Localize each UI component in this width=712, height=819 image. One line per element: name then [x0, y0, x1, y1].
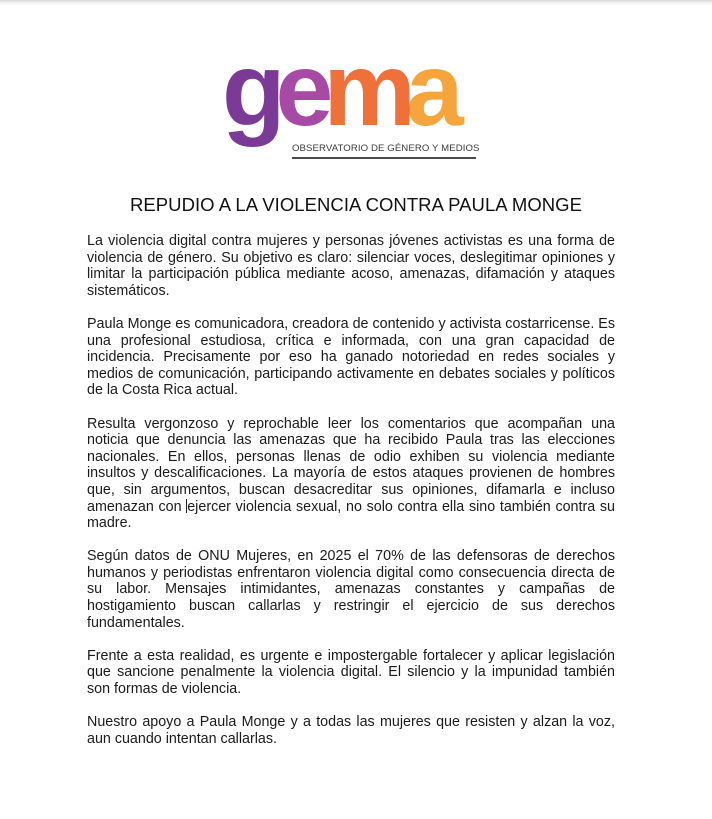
logo-wordmark: [222, 32, 454, 148]
document-body[interactable]: [87, 233, 615, 764]
logo-letter-a: a: [405, 32, 454, 148]
paragraph-support: Nuestro apoyo a Paula Monge y a todas las mujeres que resisten y alzan la voz, aun cuando intentan callarlas.: [87, 714, 615, 747]
logo-underline: [292, 157, 476, 159]
paragraph-paula-monge: Paula Monge es comunicadora, creadora de contenido y activista costarricense. Es una profesional estudiosa, crítica e informada, con una gran capacidad de incidencia. Precisamente por eso ha ganado notoriedad en redes sociales y medios de comunicación, participando activamente en debates sociales y políticos de la Costa Rica actual.: [87, 315, 615, 399]
paragraph-onu-mujeres: Según datos de ONU Mujeres, en 2025 el 70% de las defensoras de derechos humanos y periodistas enfrentaron violencia digital como consecuencia directa de su labor. Mensajes intimidantes, amenazas constantes y campañas de hostigamiento buscan callarlas y restringir el ejercicio de sus derechos fundamentales.: [87, 548, 615, 631]
paragraph-intro: La violencia digital contra mujeres y personas jóvenes activistas es una forma de violencia de género. Su objetivo es claro: silenciar voces, deslegitimar opiniones y limitar la participación pública mediante acoso, amenazas, difamación y ataques sistemáticos.: [87, 233, 615, 299]
paragraph-comments-after-caret: ejercer violencia sexual, no solo contra ella sino también contra su madre.: [87, 498, 615, 532]
logo-letter-e: e: [275, 32, 324, 148]
document-title: REPUDIO A LA VIOLENCIA CONTRA PAULA MONGE: [129, 194, 582, 215]
paragraph-legislation: Frente a esta realidad, es urgente e impostergable fortalecer y aplicar legislación que sancione penalmente la violencia digital. El silencio y la impunidad también son formas de violencia.: [87, 647, 615, 698]
paragraph-comments: [87, 416, 615, 532]
logo-letter-g: g: [222, 32, 276, 148]
logo-subtitle: OBSERVATORIO DE GÉNERO Y MEDIOS: [292, 143, 480, 154]
logo-letter-m: m: [323, 32, 406, 148]
paragraph-comments-before-caret: Resulta vergonzoso y reprochable leer los comentarios que acompañan una noticia que denuncia las amenazas que ha recibido Paula tras las elecciones nacionales. En ellos, personas llenas de odio exhiben su violencia mediante insultos y descalificaciones. La mayoría de estos ataques provienen de hombres que, sin argumentos, buscan desacreditar sus opiniones, difamarla e incluso amenazan con: [87, 415, 615, 515]
gema-logo: [222, 32, 480, 170]
